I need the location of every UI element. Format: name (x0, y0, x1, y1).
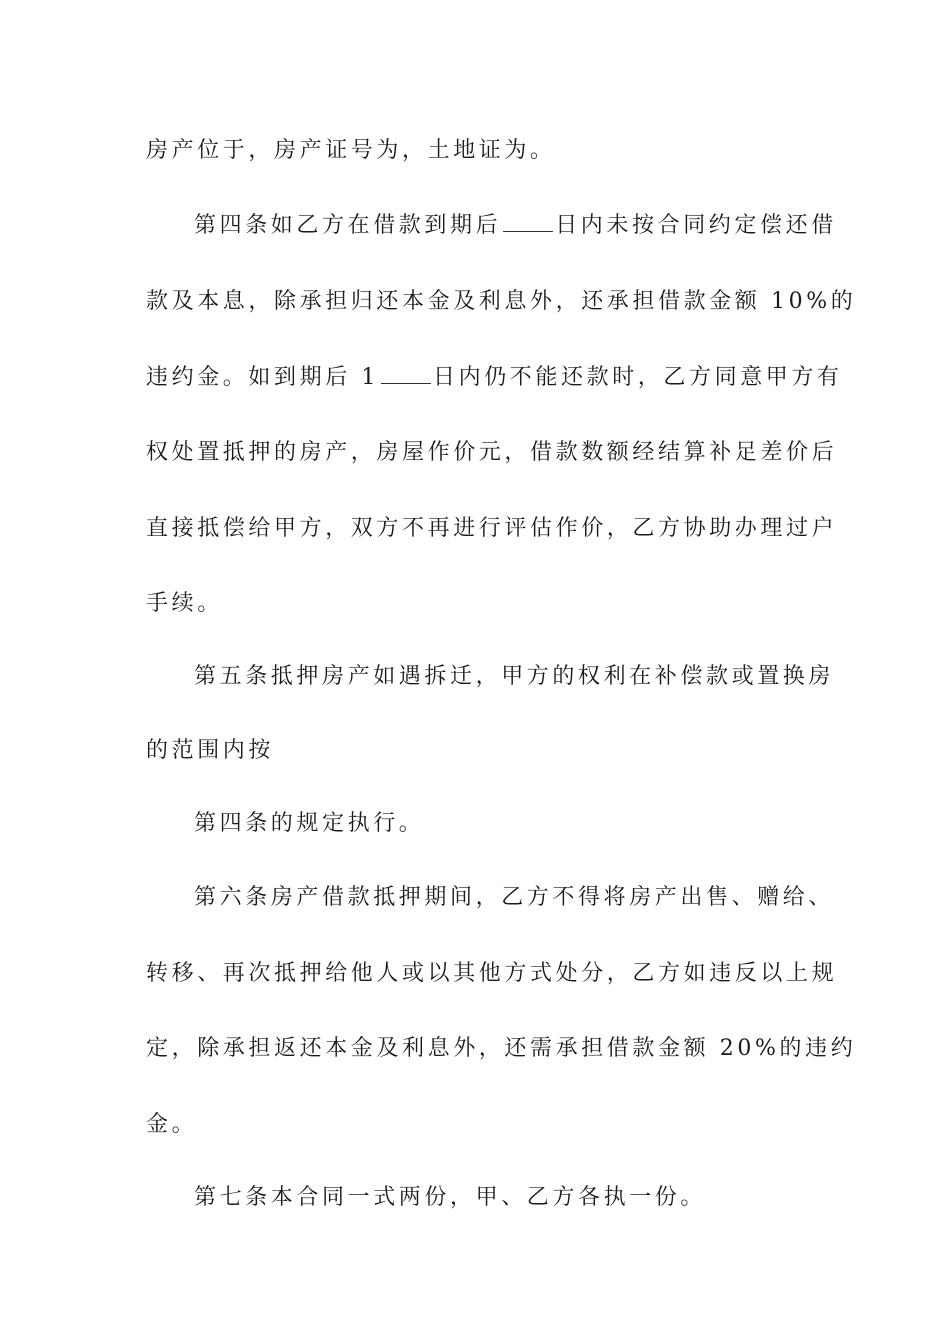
line-text: 第四条如乙方在借款到期后 (194, 213, 502, 238)
text-line (146, 731, 806, 771)
line-text: 金。 (146, 1112, 198, 1137)
line-text: 违约金。如到期后 1 (146, 365, 379, 390)
text-line (146, 433, 838, 473)
line-text: 直接抵偿给甲方，双方不再进行评估作价，乙方协助办理过户 (146, 516, 838, 541)
paragraph-article-4 (194, 206, 837, 246)
line-text: 款及本息，除承担归还本金及利息外，还承担借款金额 10%的 (146, 289, 857, 314)
text-line (146, 954, 838, 994)
paragraph-article-5 (194, 657, 835, 697)
line-text: 日内未按合同约定偿还借 (555, 213, 837, 238)
line-text: 权处置抵押的房产，房屋作价元，借款数额经结算补足差价后 (146, 440, 838, 465)
line-text: 日内仍不能还款时，乙方同意甲方有 (433, 365, 843, 390)
line-text: 手续。 (146, 591, 223, 616)
text-line (194, 804, 806, 844)
line-text: 第四条的规定执行。 (194, 811, 425, 836)
text-line (146, 509, 838, 549)
line-text: 第六条房产借款抵押期间，乙方不得将房产出售、赠给、 (194, 885, 835, 910)
text-line (146, 584, 806, 624)
line-text: 转移、再次抵押给他人或以其他方式处分，乙方如违反以上规 (146, 961, 838, 986)
text-line (146, 1029, 857, 1069)
text-line (146, 1105, 806, 1145)
text-line (146, 131, 806, 171)
fill-in-blank (503, 207, 553, 232)
line-text: 第七条本合同一式两份，甲、乙方各执一份。 (194, 1185, 707, 1210)
line-text: 的范围内按 (146, 738, 275, 763)
fill-in-blank (381, 359, 431, 384)
text-line (146, 282, 857, 322)
paragraph-article-7 (194, 1178, 806, 1218)
line-text: 房产位于，房产证号为，土地证为。 (146, 138, 556, 163)
line-text: 定，除承担返还本金及利息外，还需承担借款金额 20%的违约 (146, 1036, 857, 1061)
text-line (146, 358, 843, 398)
paragraph-article-6 (194, 878, 835, 918)
line-text: 第五条抵押房产如遇拆迁，甲方的权利在补偿款或置换房 (194, 664, 835, 689)
